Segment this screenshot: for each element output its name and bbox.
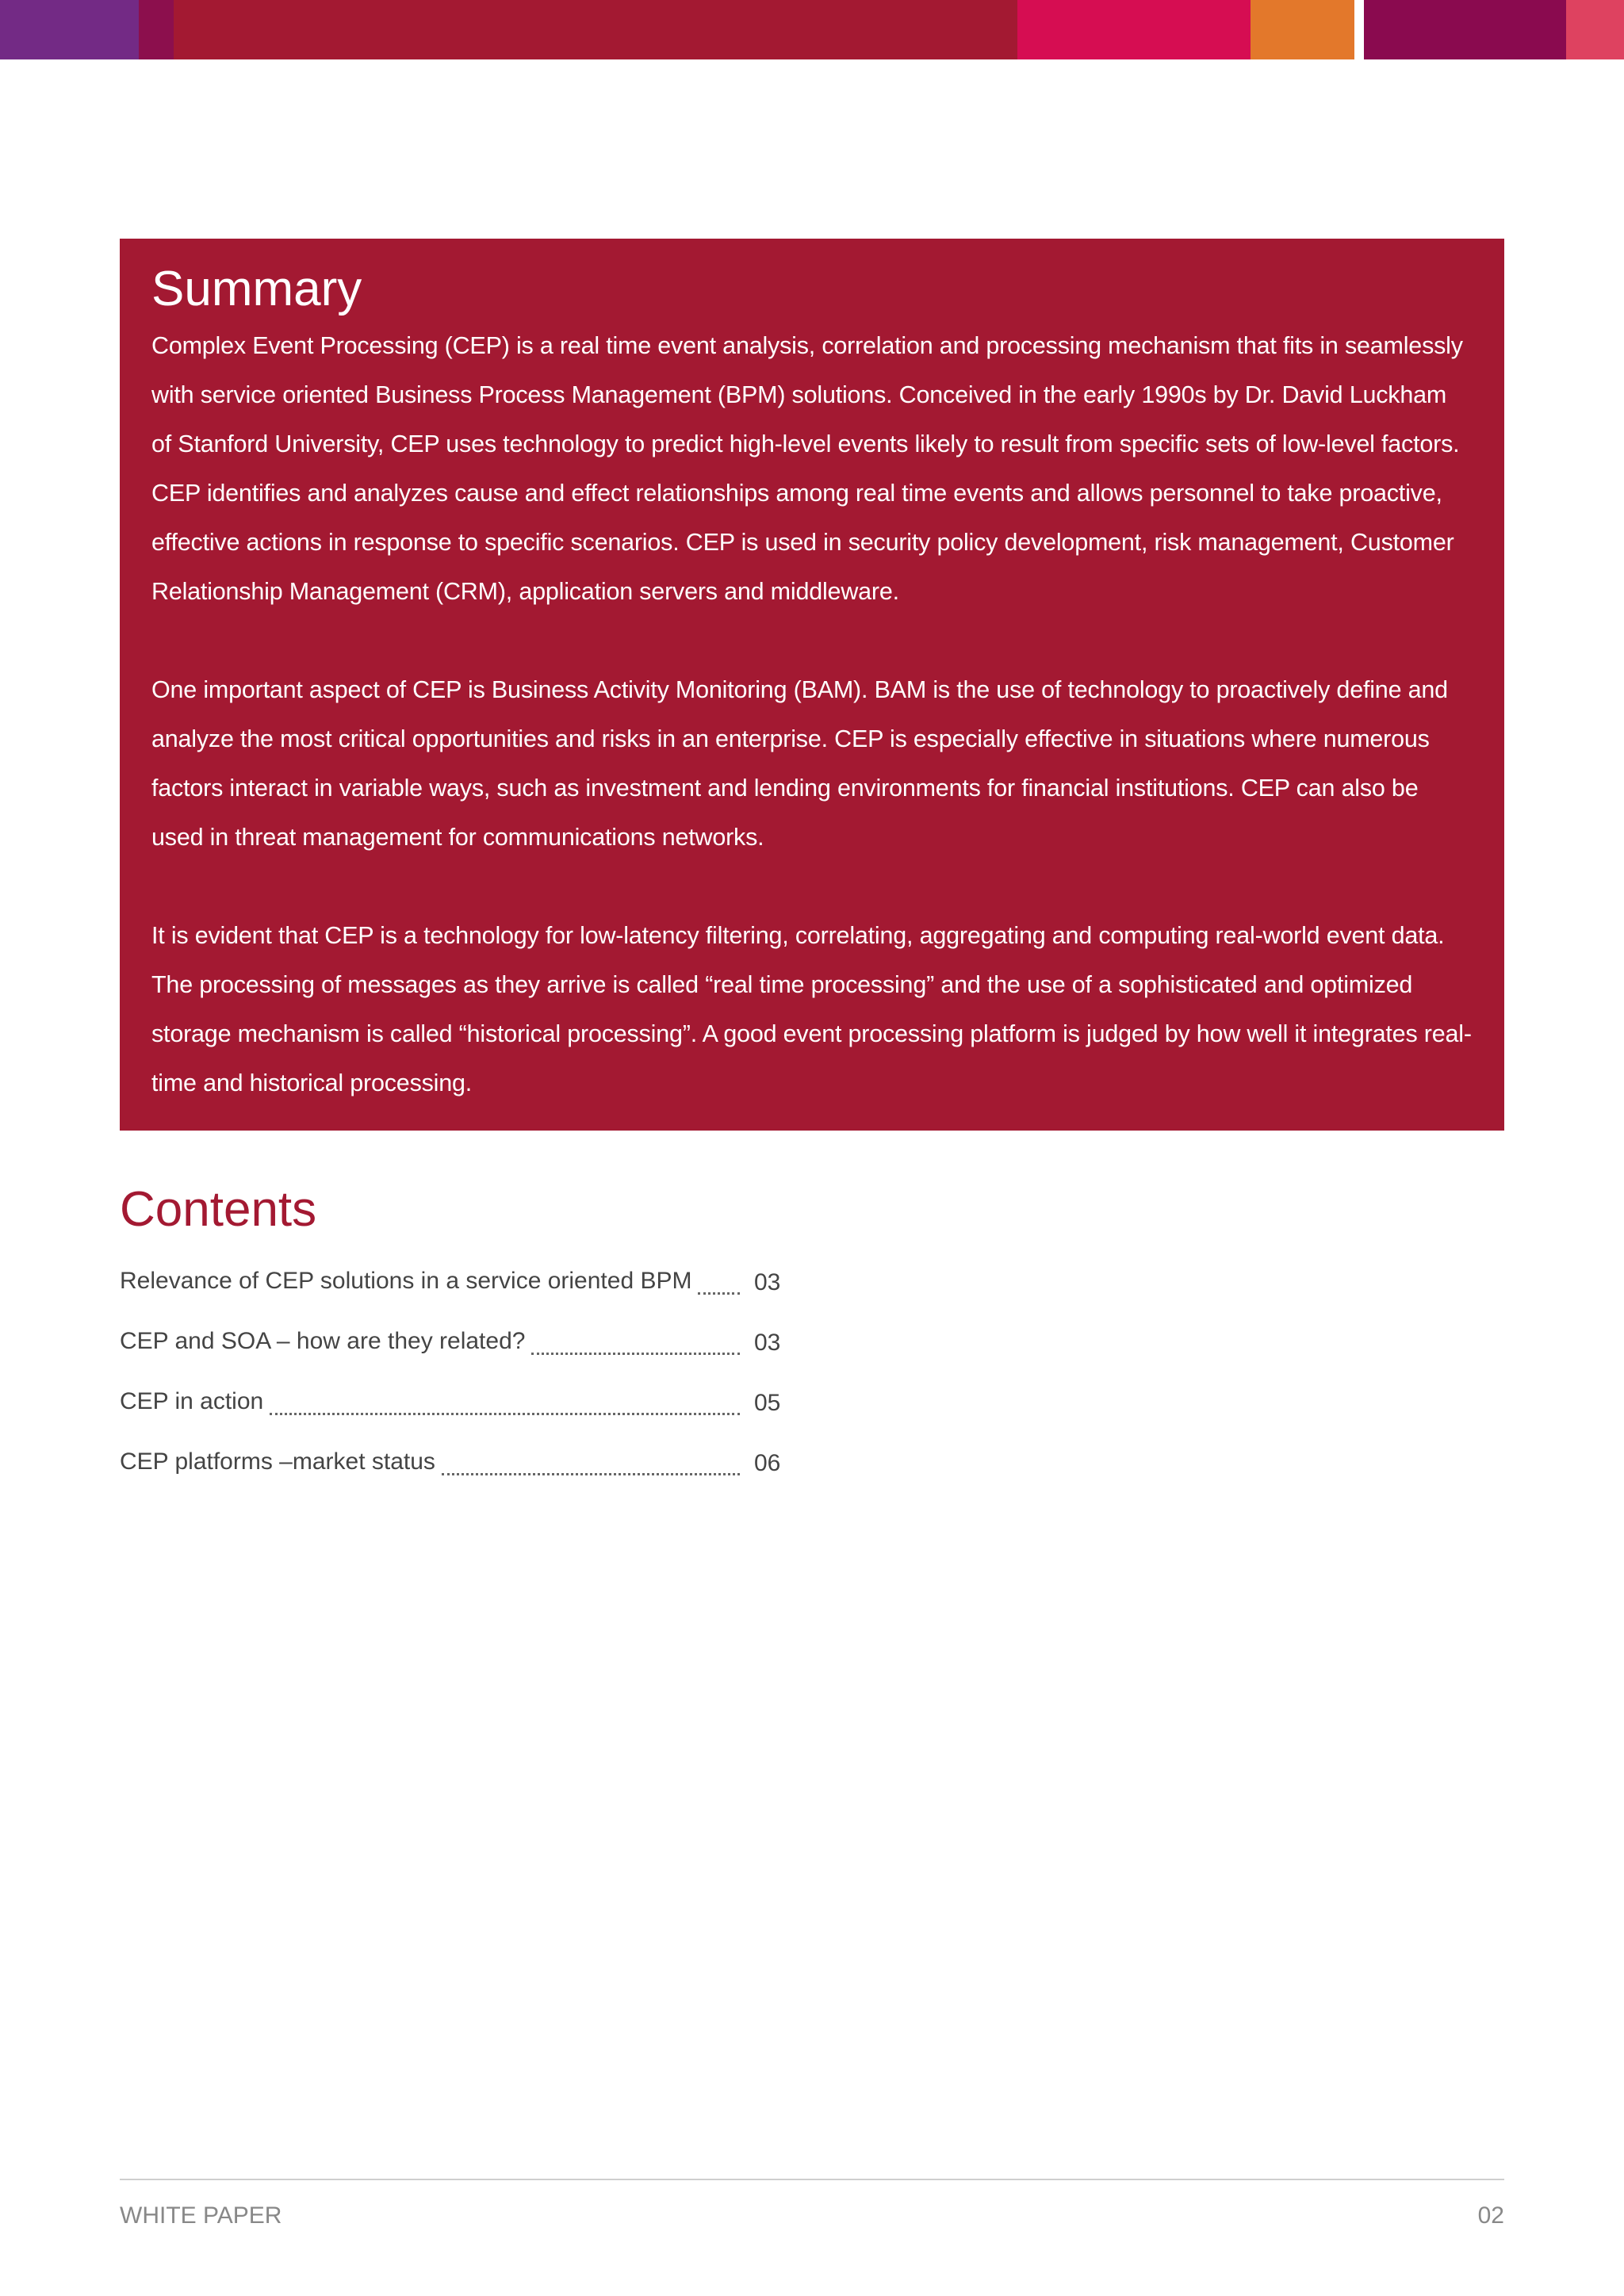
contents-title: Contents <box>120 1182 317 1237</box>
color-bar-segment <box>0 0 139 59</box>
color-bar-segment <box>139 0 174 59</box>
toc-entry-page: 03 <box>754 1269 781 1295</box>
toc-entry-label: Relevance of CEP solutions in a service oriented BPM <box>120 1259 698 1303</box>
toc-leader-dots <box>698 1292 740 1295</box>
table-of-contents <box>120 1259 786 1500</box>
toc-entry-page: 05 <box>754 1390 781 1416</box>
footer-label: WHITE PAPER <box>120 2202 282 2229</box>
footer-page-number: 02 <box>1477 2202 1504 2229</box>
toc-entry-label: CEP in action <box>120 1380 270 1424</box>
toc-leader-dots <box>442 1473 740 1475</box>
color-bar-segment <box>1566 0 1624 59</box>
color-bar-segment <box>1364 0 1566 59</box>
toc-entry[interactable] <box>120 1319 786 1380</box>
summary-paragraph-3: It is evident that CEP is a technology for low-latency filtering, correlating, aggregating and computing real-world event data. The processing of messages as they arrive is called “real time processing” and the use of a sophisticated and optimized storage mechanism is called “historical processing”. A good event processing platform is judged by how well it integrates real-time and historical processing. <box>151 922 1472 1096</box>
toc-entry[interactable] <box>120 1440 786 1500</box>
toc-entry-label: CEP and SOA – how are they related? <box>120 1319 531 1364</box>
color-bar-segment <box>1251 0 1354 59</box>
toc-entry[interactable] <box>120 1380 786 1440</box>
toc-entry[interactable] <box>120 1259 786 1319</box>
color-bar-segment <box>174 0 1017 59</box>
footer-divider <box>120 2179 1504 2180</box>
toc-leader-dots <box>270 1413 740 1415</box>
summary-box <box>120 239 1504 1131</box>
header-color-bar <box>0 0 1624 59</box>
toc-leader-dots <box>531 1353 740 1355</box>
summary-title: Summary <box>151 262 362 316</box>
toc-entry-page: 03 <box>754 1330 781 1356</box>
toc-entry-label: CEP platforms –market status <box>120 1440 442 1484</box>
summary-paragraph-2: One important aspect of CEP is Business Activity Monitoring (BAM). BAM is the use of technology to proactively define and analyze the most critical opportunities and risks in an enterprise. CEP is especially effective in situations where numerous factors interact in variable ways, such as investment and lending environments for financial institutions. CEP can also be used in threat management for communications networks. <box>151 676 1448 851</box>
toc-entry-page: 06 <box>754 1450 781 1476</box>
color-bar-segment <box>1017 0 1251 59</box>
color-bar-segment <box>1354 0 1364 59</box>
summary-paragraph-1: Complex Event Processing (CEP) is a real time event analysis, correlation and processing mechanism that fits in seamlessly with service oriented Business Process Management (BPM) solutions. Conceived in the early 1990s by Dr. David Luckham of Stanford University, CEP uses technology to predict high-level events likely to result from specific sets of low-level factors. CEP identifies and analyzes cause and effect relationships among real time events and allows personnel to take proactive, effective actions in response to specific scenarios. CEP is used in security policy development, risk management, Customer Relationship Management (CRM), application servers and middleware. <box>151 332 1463 605</box>
